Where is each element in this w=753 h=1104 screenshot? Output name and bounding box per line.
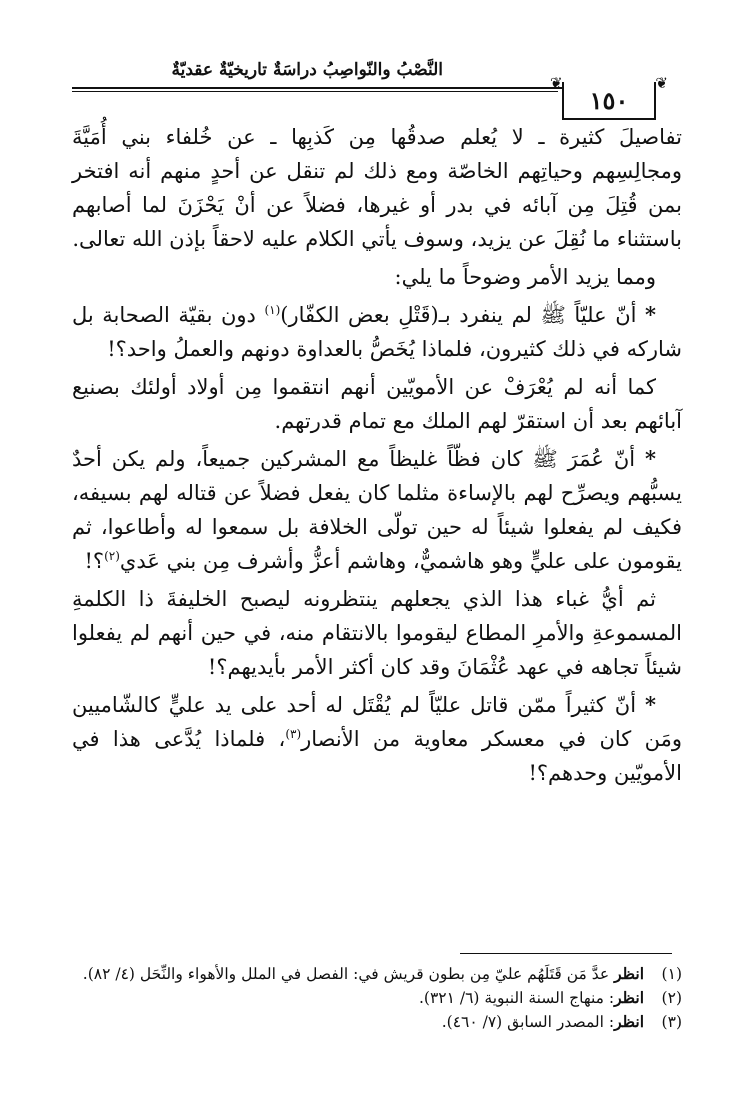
footnote-separator bbox=[460, 953, 672, 954]
bullet-star-icon: * bbox=[645, 692, 657, 717]
ornament-right-icon: ❦ bbox=[655, 74, 668, 92]
running-title: النَّصْبُ والنّواصِبُ دراسَةٌ تاريخيّةٌ عقديّةٌ bbox=[171, 60, 443, 80]
footnotes bbox=[72, 962, 682, 1034]
footnote-3: (٣) انظر: المصدر السابق (٧/ ٤٦٠). bbox=[72, 1010, 682, 1034]
bullet-star-icon: * bbox=[645, 302, 656, 327]
footnote-ref-2[interactable]: (٢) bbox=[104, 549, 120, 563]
footnote-number: (٣) bbox=[661, 1013, 682, 1031]
paragraph-1: تفاصيلَ كثيرة ـ لا يُعلم صدقُها مِن كَذبِها ـ عن خُلفاء بني أُمَيَّةَ ومجالِسِهم وحياتِهم الخاصّة ومع ذلك لم تنقل عن أحدٍ منهم أنه افتخر بمن قُتِلَ مِن آبائه في بدر أو غيرها، فضلاً عن أنْ يَحْزَنَ لما أصابهم باستثناء ما نُقِلَ عن يزيد، وسوف يأتي الكلام عليه لاحقاً بإذن الله تعالى. bbox=[72, 125, 682, 251]
page-header bbox=[72, 58, 668, 118]
page-number-box bbox=[550, 74, 668, 120]
paragraph-2: ومما يزيد الأمر وضوحاً ما يلي: bbox=[394, 265, 656, 289]
footnote-ref-3[interactable]: (٣) bbox=[285, 727, 302, 741]
paragraph-5: * أنّ عُمَرَ ﷺ كان فظّاً غليظاً مع المشركين جميعاً، ولم يكن أحدٌ يسبُّهم ويصرِّح لهم بالإساءة مثلما كان يفعل فضلاً عن قتاله لهم بسيفه، فكيف لم يفعلوا شيئاً له حين تولّى الخلافة بل سمعوا له وأطاعوا، ثم يقومون على عليٍّ وهو هاشميٌّ، وهاشم أعزُّ وأشرف مِن بني عَدي$^{(٢)}$؟! bbox=[72, 446, 682, 573]
ornament-left-icon: ❦ bbox=[550, 74, 563, 92]
page-number: ١٥٠ bbox=[589, 86, 629, 115]
main-text bbox=[72, 120, 682, 794]
paragraph-3: * أنّ عليّاً ﷺ لم ينفرد بـ(قَتْلِ بعض الكفّار)$^{(١)}$ دون بقيّة الصحابة بل شاركه في ذلك كثيرون، فلماذا يُخَصُّ بالعداوة دونهم والعملُ واحد؟! bbox=[72, 302, 682, 361]
footnote-1: (١) انظر عدَّ مَن قَتَلَهُم عليّ مِن بطون قريش في: الفصل في الملل والأهواء والنِّحَل (٤/ ٨٢). bbox=[72, 962, 682, 986]
bullet-star-icon: * bbox=[645, 446, 656, 471]
paragraph-7: * أنّ كثيراً ممّن قاتل عليّاً لم يُقْتَل له أحد على يد عليٍّ كالشّاميين ومَن كان في معسكر معاوية من الأنصار$^{(٣)}$، فلماذا يُدَّعى هذا في الأمويّين وحدهم؟! bbox=[72, 692, 682, 785]
paragraph-6: ثم أيُّ غباء هذا الذي يجعلهم ينتظرونه ليصبح الخليفةَ ذا الكلمةِ المسموعةِ والأمرِ المطاع ليقوموا بالانتقام منه، في حين أنهم لم يفعلوا شيئاً تجاهه في عهد عُثْمَانَ وقد كان أكثر الأمر بأيديهم؟! bbox=[72, 587, 682, 679]
header-rule-thin bbox=[72, 91, 558, 92]
footnote-2: (٢) انظر: منهاج السنة النبوية (٦/ ٣٢١). bbox=[72, 986, 682, 1010]
paragraph-4: كما أنه لم يُعْرَفْ عن الأمويّين أنهم انتقموا مِن أولاد أولئك بصنيع آبائهم بعد أن استقرّ لهم الملك مع تمام قدرتهم. bbox=[72, 375, 682, 433]
footnote-number: (٢) bbox=[661, 989, 682, 1007]
footnote-ref-1[interactable]: (١) bbox=[264, 303, 281, 317]
footnote-number: (١) bbox=[661, 965, 682, 983]
